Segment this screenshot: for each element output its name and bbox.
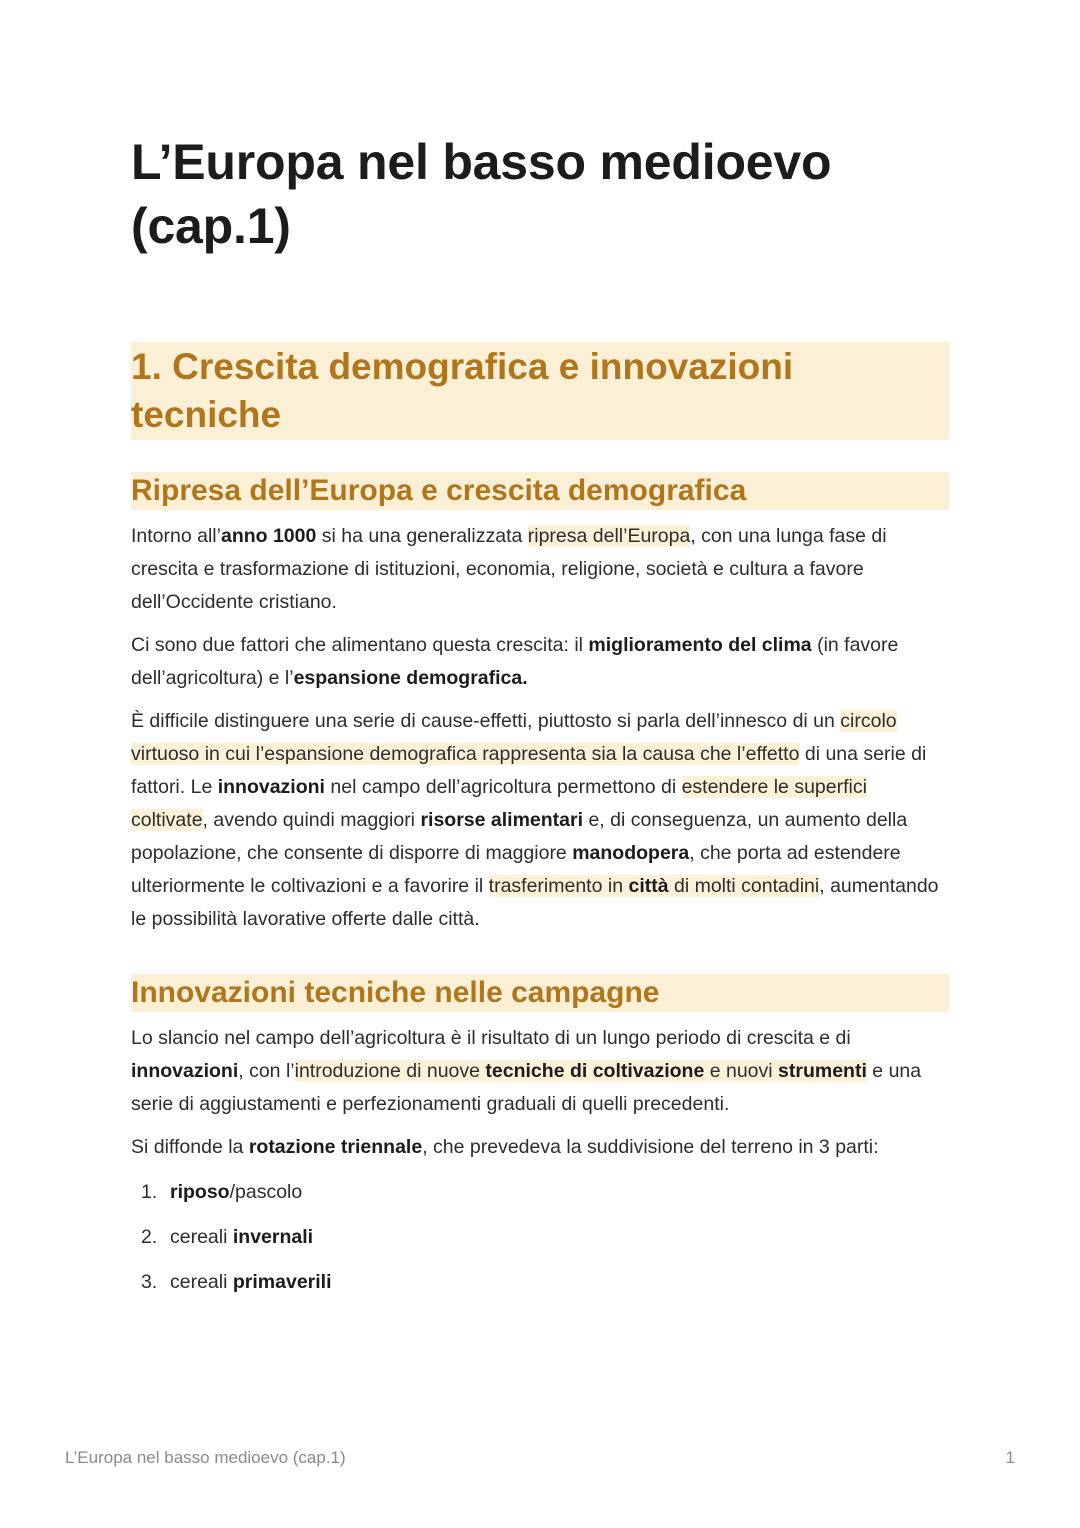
footer-page-number: 1 xyxy=(1005,1448,1015,1467)
document-page xyxy=(131,130,949,1311)
highlight-text: estendere le superfici coltivate xyxy=(131,776,867,831)
paragraph-innovazioni-1: Lo slancio nel campo dell’agricoltura è il risultato di un lungo periodo di crescita e di innovazioni, con l’introduzione di nuove tecniche di coltivazione e nuovi strumenti e una serie di aggiustamenti e perfezionamenti graduali di quelli precedenti. xyxy=(131,1027,922,1115)
subsection-heading-ripresa: Ripresa dell’Europa e crescita demografica xyxy=(131,472,949,510)
list-item: 1. riposo/pascolo xyxy=(141,1181,303,1203)
highlight-text: trasferimento in città di molti contadini xyxy=(488,875,820,897)
paragraph-ripresa-1: Intorno all’anno 1000 si ha una generalizzata ripresa dell’Europa, con una lunga fase di crescita e trasformazione di istituzioni, economia, religione, società e cultura a favore dell’Occidente cristiano. xyxy=(131,525,887,613)
page-title: L’Europa nel basso medioevo (cap.1) xyxy=(131,134,832,254)
paragraph-ripresa-3: È difficile distinguere una serie di cause-effetti, piuttosto si parla dell’innesco di un circolo virtuoso in cui l’espansione demografica rappresenta sia la causa che l’effetto di una serie di fattori. Le innovazioni nel campo dell’agricoltura permettono di estendere le superfici coltivate, avendo quindi maggiori risorse alimentari e, di conseguenza, un aumento della popolazione, che consente di disporre di maggiore manodopera, che porta ad estendere ulteriormente le coltivazioni e a favorire il trasferimento in città di molti contadini, aumentando le possibilità lavorative offerte dalle città. xyxy=(131,710,939,930)
rotation-list xyxy=(131,1176,949,1299)
highlight-text: introduzione di nuove tecniche di coltivazione e nuovi strumenti xyxy=(294,1060,867,1082)
subsection-heading-innovazioni: Innovazioni tecniche nelle campagne xyxy=(131,974,949,1012)
list-item: 2. cereali invernali xyxy=(141,1226,314,1248)
highlight-text: circolo virtuoso in cui l’espansione demografica rappresenta sia la causa che l’effetto xyxy=(131,710,897,765)
paragraph-ripresa-2: Ci sono due fattori che alimentano questa crescita: il miglioramento del clima (in favore dell’agricoltura) e l’espansione demografica. xyxy=(131,634,899,689)
highlight-text: ripresa dell’Europa xyxy=(527,525,691,547)
footer-document-title: L’Europa nel basso medioevo (cap.1) xyxy=(65,1448,346,1467)
section-heading-1: 1. Crescita demografica e innovazioni tecniche xyxy=(131,342,949,440)
paragraph-innovazioni-2: Si diffonde la rotazione triennale, che prevedeva la suddivisione del terreno in 3 parti: xyxy=(131,1136,879,1158)
list-item: 3. cereali primaverili xyxy=(141,1271,332,1293)
